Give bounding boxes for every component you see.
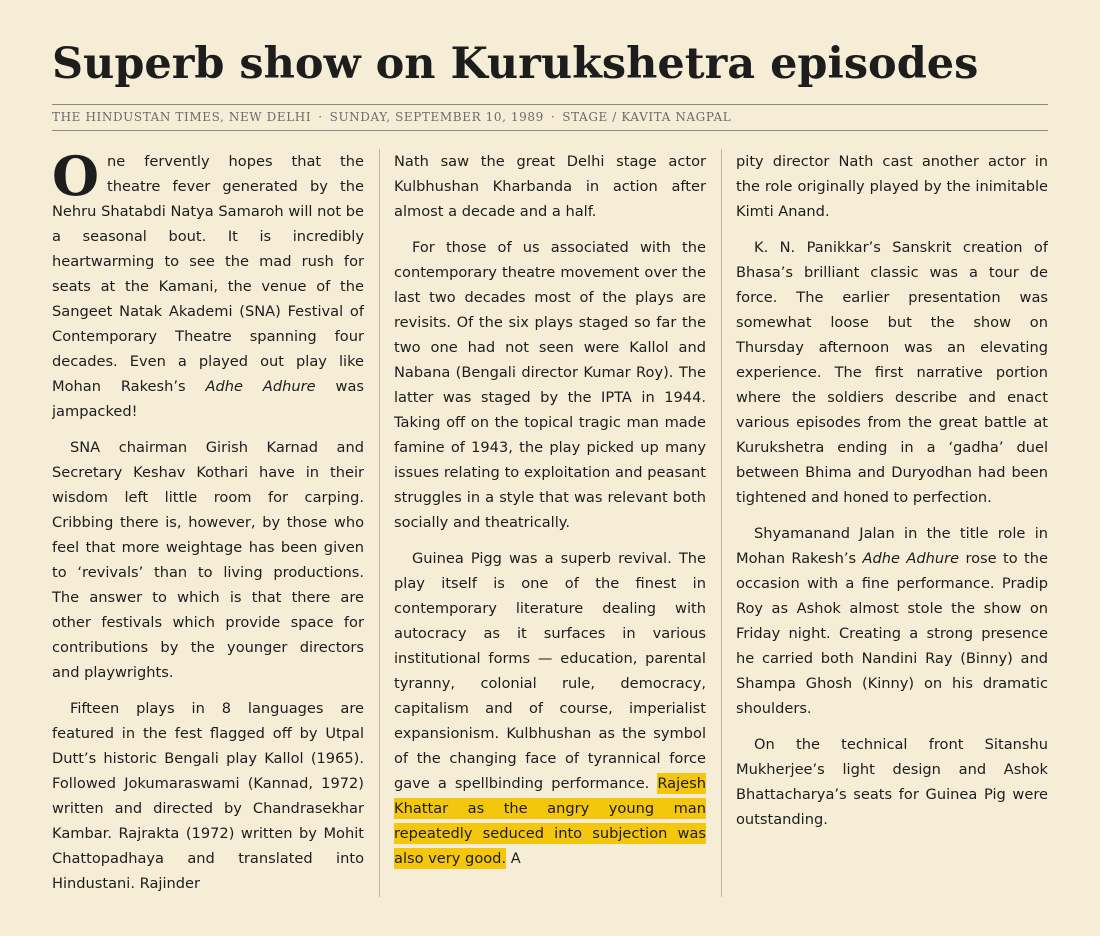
article: [52, 34, 1048, 897]
paragraph: pity director Nath cast another actor in the role originally played by the inimitable Kimti Anand.: [736, 153, 1048, 220]
paragraph-text: was jampacked!: [52, 378, 364, 420]
dateline: [52, 104, 1048, 131]
dateline-date: SUNDAY, SEPTEMBER 10, 1989: [329, 110, 544, 124]
paragraph-text: Shyamanand Jalan in the title role in Mohan Rakesh’s: [736, 525, 1048, 567]
paragraph-text: ne fervently hopes that the theatre fever generated by the Nehru Shatabdi Natya Samaroh will not be a seasonal bout. It is incredibly heartwarming to see the mad rush for seats at the Kamani, the venue of the Sangeet Natak Akademi (SNA) Festival of Contemporary Theatre spanning four decades. Even a played out play like Mohan Rakesh’s: [52, 153, 364, 395]
paragraph: SNA chairman Girish Karnad and Secretary Keshav Kothari have in their wisdom left little room for carping. Cribbing there is, however, by those who feel that more weightage has been given to ‘revivals’ than to living productions. The answer to which is that there are other festivals which provide space for contributions by the younger directors and playwrights.: [52, 439, 364, 681]
article-body: [52, 149, 1048, 897]
dateline-publication: THE HINDUSTAN TIMES, NEW DELHI: [52, 110, 312, 124]
drop-cap: O: [52, 149, 100, 208]
paragraph-text: A: [506, 850, 521, 867]
paragraph: [52, 149, 364, 424]
column-1: [52, 149, 380, 897]
paragraph: [394, 546, 706, 871]
play-title: Adhe Adhure: [862, 550, 960, 567]
paragraph-text: Guinea Pigg was a superb revival. The play itself is one of the finest in contemporary literature dealing with autocracy as it surfaces in various institutional forms — education, parental tyranny, colonial rule, democracy, capitalism and of course, imperialist expansionism. Kulbhushan as the symbol of the changing face of tyrannical force gave a spellbinding performance.: [394, 550, 706, 792]
dateline-separator: ·: [318, 110, 323, 124]
highlighted-text: Rajesh Khattar as the angry young man repeatedly seduced into subjection was also very good.: [394, 775, 706, 867]
column-2: [380, 149, 722, 897]
play-title: Adhe Adhure: [205, 378, 316, 395]
paragraph: Fifteen plays in 8 languages are featured in the fest flagged off by Utpal Dutt’s historic Bengali play Kallol (1965). Followed Jokumaraswami (Kannad, 1972) written and directed by Chandrasekhar Kambar. Rajrakta (1972) written by Mohit Chattopadhaya and translated into Hindustani. Rajinder: [52, 700, 364, 892]
paragraph: For those of us associated with the contemporary theatre movement over the last two decades most of the plays are revisits. Of the six plays staged so far the two one had not seen were Kallol and Nabana (Bengali director Kumar Roy). The latter was staged by the IPTA in 1944. Taking off on the topical tragic man made famine of 1943, the play picked up many issues relating to exploitation and peasant struggles in a style that was relevant both socially and theatrically.: [394, 239, 706, 531]
column-3: [722, 149, 1048, 897]
dateline-separator: ·: [550, 110, 556, 124]
paragraph: On the technical front Sitanshu Mukherjee’s light design and Ashok Bhattacharya’s seats for Guinea Pig were outstanding.: [736, 736, 1048, 828]
paragraph: K. N. Panikkar’s Sanskrit creation of Bhasa’s brilliant classic was a tour de force. The earlier presentation was somewhat loose but the show on Thursday afternoon was an elevating experience. The first narrative portion where the soldiers describe and enact various episodes from the great battle at Kurukshetra ending in a ‘gadha’ duel between Bhima and Duryodhan had been tightened and honed to perfection.: [736, 239, 1048, 506]
headline: Superb show on Kurukshetra episodes: [52, 39, 979, 89]
paragraph: Nath saw the great Delhi stage actor Kulbhushan Kharbanda in action after almost a decade and a half.: [394, 153, 706, 220]
paragraph: [736, 521, 1048, 721]
paragraph-text: rose to the occasion with a fine performance. Pradip Roy as Ashok almost stole the show on Friday night. Creating a strong presence he carried both Nandini Ray (Binny) and Shampa Ghosh (Kinny) on his dramatic shoulders.: [736, 550, 1048, 717]
dateline-section: STAGE / KAVITA NAGPAL: [562, 110, 732, 124]
